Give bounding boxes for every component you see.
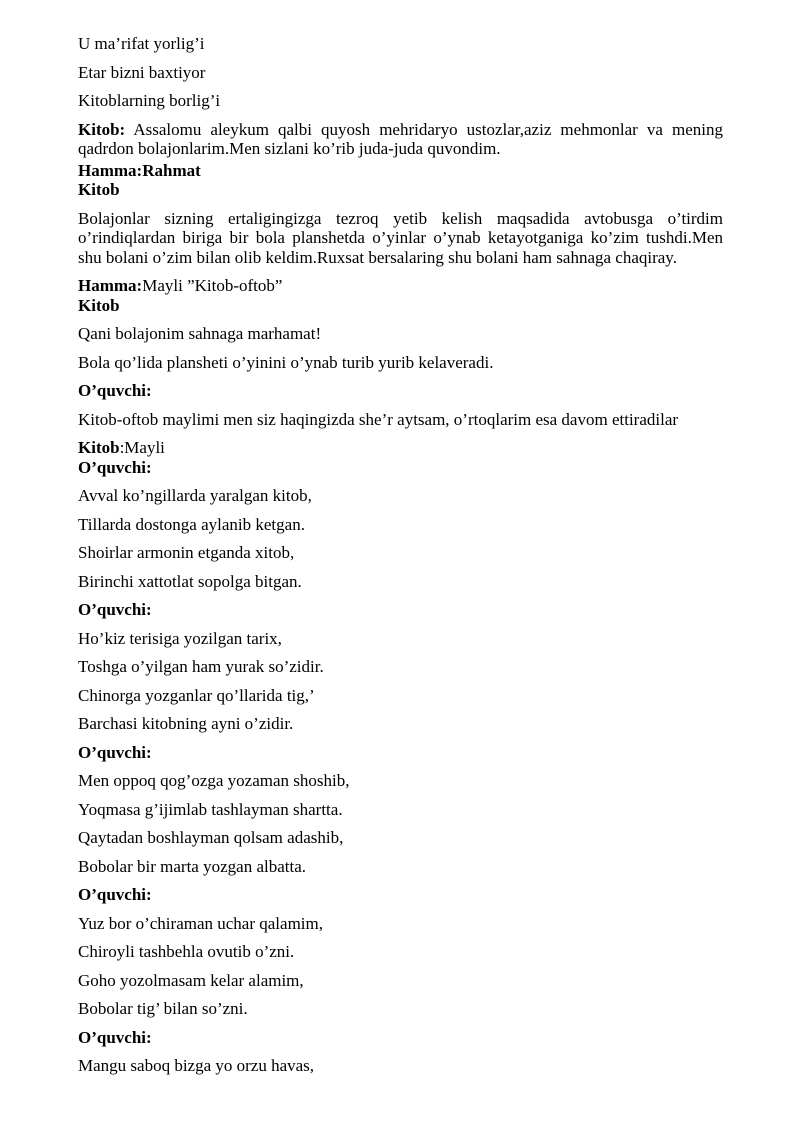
speaker-label: Hamma: — [78, 276, 143, 295]
poem-line: U ma’rifat yorlig’i — [78, 34, 205, 53]
speech-text: Bolajonlar sizning ertaligingizga tezroq yetib kelish maqsadida avtobusga o’tirdim o’rindiqlardan biriga bir bola planshetda o’yinlar o’ynab ketayotganiga ko’zim tushdi.Men shu bolani o’zim bilan olib keldim.Ruxsat bersalaring shu bolani ham sahnaga chaqiray. — [78, 208, 723, 267]
verse-line: Birinchi xattotlat sopolga bitgan. — [78, 571, 302, 591]
speaker-label: O’quvchi: — [78, 457, 152, 477]
verse-line: Men oppoq qog’ozga yozaman shoshib, — [78, 771, 350, 790]
speaker-label: O’quvchi: — [78, 742, 152, 762]
verse-line: Bobolar bir marta yozgan albatta. — [78, 856, 306, 876]
verse-line: Chinorga yozganlar qo’llarida tig,’ — [78, 685, 315, 705]
speaker-label: Kitob — [78, 295, 120, 315]
speech-text: Assalomu aleykum qalbi quyosh mehridaryo ustozlar,aziz mehmonlar va mening qadrdon bolajonlarim.Men sizlani ko’rib juda-juda quvondim. — [78, 119, 723, 158]
speaker-label: Kitob: — [78, 119, 126, 139]
speech-text: Kitob-oftob maylimi men siz haqingizda she’r aytsam, o’rtoqlarim esa davom ettiradilar — [78, 409, 679, 429]
verse-line: Barchasi kitobning ayni o’zidir. — [78, 714, 294, 733]
speaker-label: O’quvchi: — [78, 885, 152, 904]
kitob-reply — [78, 438, 723, 458]
verse-line: Chiroyli tashbehla ovutib o’zni. — [78, 942, 295, 961]
document-page — [78, 34, 723, 1076]
verse-line: Yoqmasa g’ijimlab tashlayman shartta. — [78, 799, 343, 819]
verse-line: Mangu saboq bizga yo orzu havas, — [78, 1056, 315, 1075]
poem-line: Kitoblarning borlig’i — [78, 91, 221, 110]
verse-line: Toshga o’yilgan ham yurak so’zidir. — [78, 657, 324, 676]
hamma-reply-2 — [78, 276, 723, 296]
speaker-label: O’quvchi: — [78, 381, 152, 400]
verse-line: Bobolar tig’ bilan so’zni. — [78, 999, 248, 1018]
verse-block — [78, 743, 723, 877]
verse-block — [78, 885, 723, 1019]
verse-line: Avval ko’ngillarda yaralgan kitob, — [78, 486, 312, 505]
speech-text: Mayli ”Kitob-oftob” — [142, 276, 283, 295]
hamma-reply: Hamma:Rahmat — [78, 160, 201, 180]
stage-direction: Bola qo’lida plansheti o’yinini o’ynab turib yurib kelaveradi. — [78, 352, 494, 372]
speaker-label: O’quvchi: — [78, 600, 152, 619]
verse-line: Tillarda dostonga aylanib ketgan. — [78, 514, 305, 534]
kitob-greeting — [78, 120, 723, 159]
verse-line: Yuz bor o’chiraman uchar qalamim, — [78, 913, 323, 933]
verse-line: Shoirlar armonin etganda xitob, — [78, 543, 295, 562]
poem-line: Etar bizni baxtiyor — [78, 62, 206, 82]
verse-block — [78, 1028, 723, 1076]
speaker-label: Kitob — [78, 180, 120, 199]
verse-line: Goho yozolmasam kelar alamim, — [78, 970, 304, 990]
verse-block — [78, 600, 723, 734]
speaker-label: O’quvchi: — [78, 1027, 152, 1047]
verse-line: Qaytadan boshlayman qolsam adashib, — [78, 828, 344, 847]
speech-text: Qani bolajonim sahnaga marhamat! — [78, 324, 322, 343]
speaker-label: Kitob — [78, 438, 120, 457]
verse-block — [78, 458, 723, 592]
verse-line: Ho’kiz terisiga yozilgan tarix, — [78, 628, 282, 648]
speech-text: :Mayli — [119, 438, 165, 457]
